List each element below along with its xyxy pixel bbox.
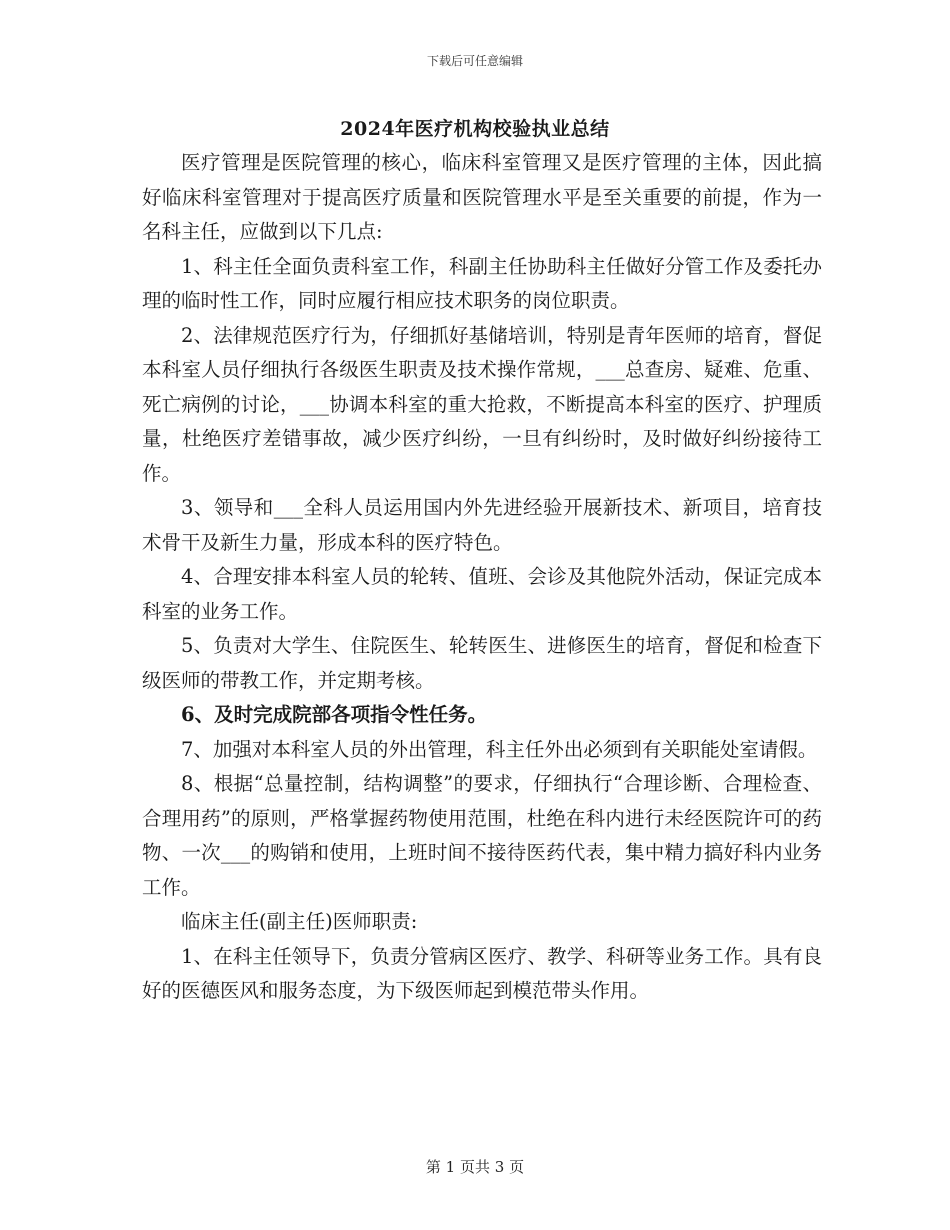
- document-title: 2024年医疗机构校验执业总结: [340, 118, 610, 140]
- document-body: [142, 146, 822, 1009]
- paragraph-section-heading: 临床主任(副主任)医师职责:: [181, 910, 418, 933]
- paragraph-item-7: 7、加强对本科室人员的外出管理，科主任外出必须到有关职能处室请假。: [181, 737, 818, 761]
- page-number: 第 1 页共 3 页: [425, 1158, 525, 1176]
- paragraph-item-3: 3、领导和___全科人员运用国内外先进经验开展新技术、新项目，培育技术骨干及新生力量，形成本科的医疗特色。: [142, 496, 822, 554]
- paragraph-item-6: 6、及时完成院部各项指令性任务。: [181, 703, 488, 726]
- paragraph-item-2: 2、法律规范医疗行为，仔细抓好基储培训，特别是青年医师的培育，督促本科室人员仔细执行各级医生职责及技术操作常规，___总查房、疑难、危重、死亡病例的讨论，___协调本科室的重大抢救，不断提高本科室的医疗、护理质量，杜绝医疗差错事故，减少医疗纠纷，一旦有纠纷时，及时做好纠纷接待工作。: [142, 323, 822, 485]
- paragraph-item-5: 5、负责对大学生、住院医生、轮转医生、进修医生的培育，督促和检查下级医师的带教工作，并定期考核。: [142, 634, 822, 692]
- page-header-note: 下载后可任意编辑: [426, 54, 523, 68]
- paragraph-item-4: 4、合理安排本科室人员的轮转、值班、会诊及其他院外活动，保证完成本科室的业务工作。: [142, 565, 822, 623]
- paragraph-duty-1: 1、在科主任领导下，负责分管病区医疗、教学、科研等业务工作。具有良好的医德医风和服务态度，为下级医师起到模范带头作用。: [142, 944, 822, 1002]
- paragraph-item-1: 1、科主任全面负责科室工作，科副主任协助科主任做好分管工作及委托办理的临时性工作，同时应履行相应技术职务的岗位职责。: [142, 254, 822, 312]
- paragraph-item-8: 8、根据“总量控制，结构调整”的要求，仔细执行“合理诊断、合理检查、合理用药”的原则，严格掌握药物使用范围，杜绝在科内进行未经医院许可的药物、一次___的购销和使用，上班时间不接待医药代表，集中精力搞好科内业务工作。: [142, 772, 822, 899]
- paragraph-intro: 医疗管理是医院管理的核心，临床科室管理又是医疗管理的主体，因此搞好临床科室管理对于提高医疗质量和医院管理水平是至关重要的前提，作为一名科主任，应做到以下几点:: [142, 151, 822, 243]
